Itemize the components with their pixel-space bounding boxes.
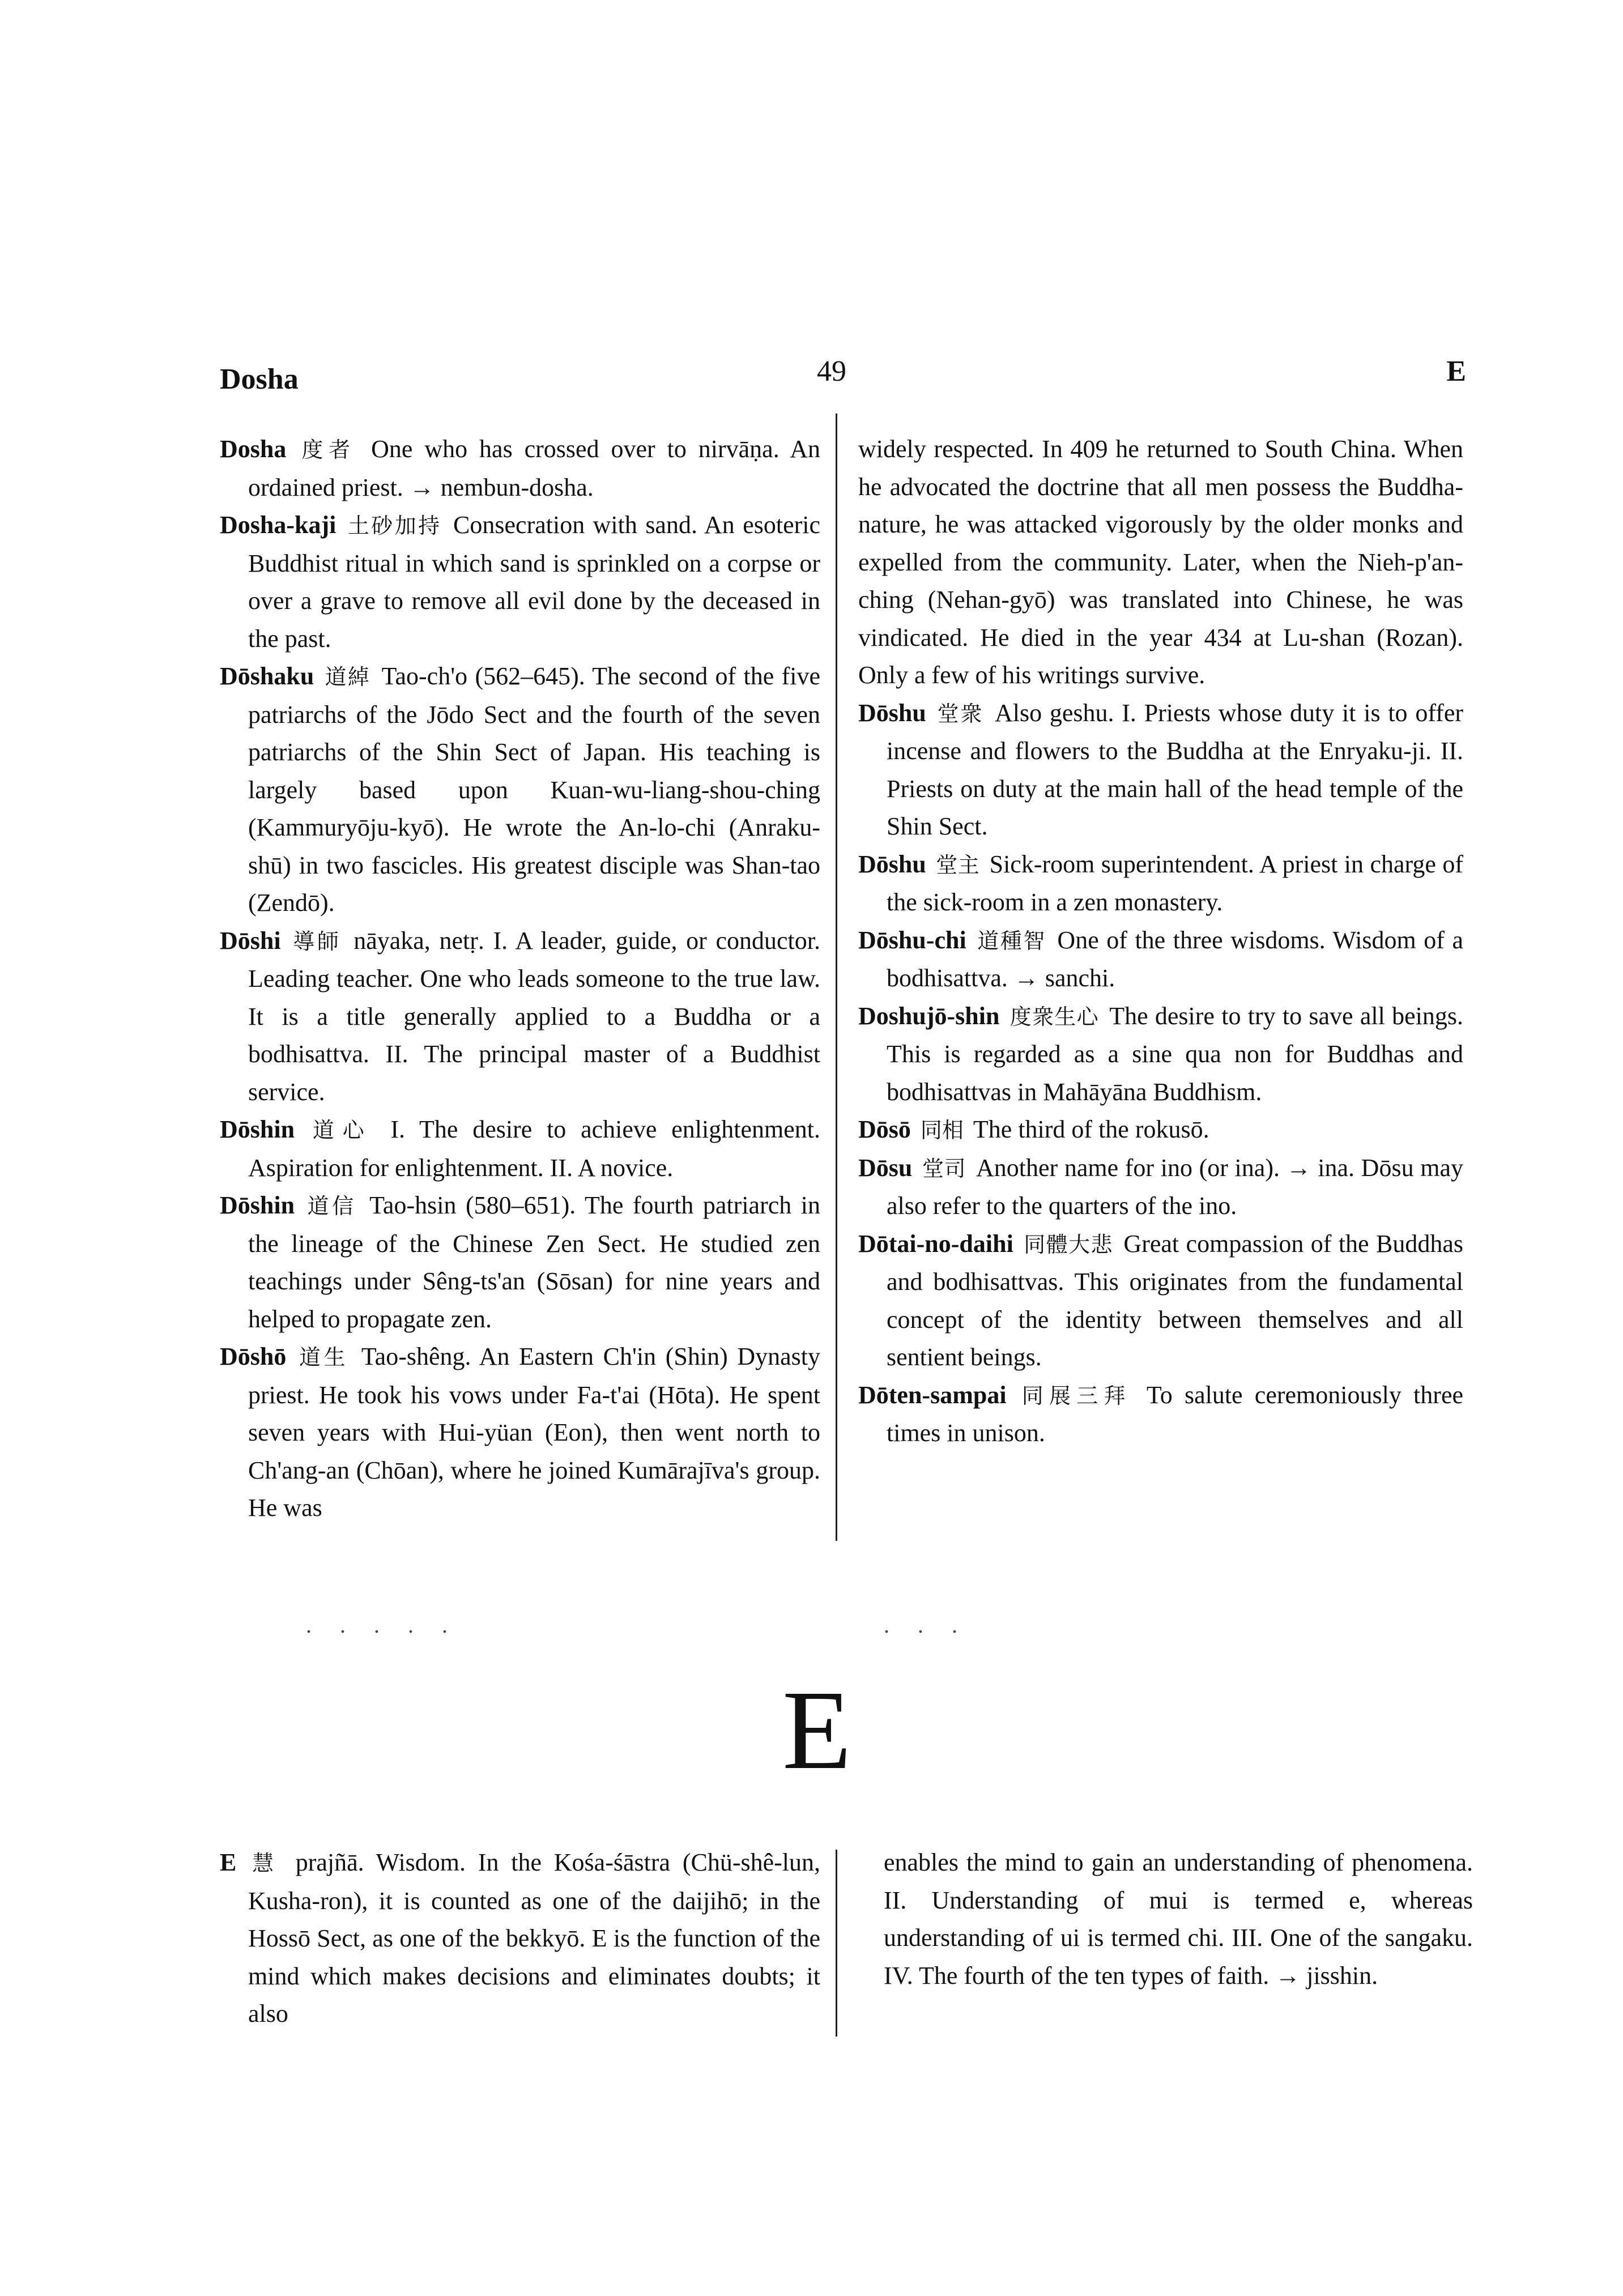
entry-definition: prajñā. Wisdom. In the Kośa-śāstra (Chü-shê-lun, Kusha-ron), it is counted as one of the daijihō; in the Hossō Sect, as one of the bekkyō. E is the function of the mind which makes decisions and eliminates doubts; it also [248, 1848, 821, 2027]
entry-kanji: 同體大悲 [1024, 1232, 1113, 1257]
entry-headword: Dōshin [220, 1191, 295, 1219]
entry-kanji: 堂主 [936, 852, 980, 877]
entry-continuation: widely respected. In 409 he returned to South China. When he advocated the doctrine that all men possess the Buddha-nature, he was attacked vigorously by the older monks and expelled from the community. Later, when the Nieh-p'an-ching (Nehan-gyō) was translated into Chinese, he was vindicated. He died in the year 434 at Lu-shan (Rozan). Only a few of his writings survive. [858, 435, 1463, 689]
entry-headword: Dōshaku [220, 662, 314, 690]
column-divider [836, 414, 837, 1541]
entry-headword: E [220, 1848, 237, 1876]
entry-definition: Also geshu. I. Priests whose duty it is to offer incense and flowers to the Buddha at the Enryaku-ji. II. Priests on duty at the main hall of the head temple of the Shin Sect. [887, 698, 1464, 840]
dictionary-entry [220, 1187, 820, 1338]
dictionary-entry [220, 1338, 820, 1527]
dictionary-entry [858, 1225, 1463, 1377]
entry-definition: Consecration with sand. An esoteric Buddhist ritual in which sand is sprinkled on a corpse or over a grave to remove all evil done by the deceased in the past. [248, 511, 821, 653]
entry-headword: Dōsō [858, 1115, 911, 1143]
entry-headword: Dōshin [220, 1115, 295, 1143]
print-speckles: . . . . . [306, 1612, 459, 1638]
entry-definition: Great compassion of the Buddhas and bodhisattvas. This originates from the fundamental concept of the identity between themselves and all sentient beings. [887, 1229, 1464, 1371]
entry-kanji: 道心 [312, 1118, 373, 1143]
entry-headword: Dōshi [220, 926, 281, 955]
dictionary-entry [858, 695, 1463, 846]
entry-headword: Dōten-sampai [858, 1381, 1007, 1409]
entry-headword: Dōshu [858, 698, 926, 727]
entry-headword: Dosha [220, 435, 287, 463]
entry-definition: The desire to try to save all beings. This is regarded as a sine qua non for Buddhas and bodhisattvas in Mahāyāna Buddhism. [887, 1002, 1464, 1106]
entry-kanji: 同展三拜 [1021, 1383, 1131, 1408]
entry-headword: Doshujō-shin [858, 1002, 1000, 1030]
entry-kanji: 道信 [307, 1194, 357, 1219]
entry-definition: To salute ceremoniously three times in unison. [887, 1381, 1463, 1447]
print-speckles: . . . [884, 1612, 969, 1638]
entry-headword: Dōshō [220, 1343, 287, 1370]
entry-definition: Another name for ino (or ina). → ina. Dōsu may also refer to the quarters of the ino. [887, 1153, 1463, 1220]
entry-definition: One who has crossed over to nirvāṇa. An ordained priest. → nembun-dosha. [248, 435, 820, 501]
entry-kanji: 堂衆 [937, 701, 984, 726]
guide-word-left: Dosha [220, 363, 299, 395]
entry-headword: Dōtai-no-daihi [858, 1229, 1013, 1258]
column-divider [836, 1850, 837, 2037]
dictionary-entry [858, 922, 1463, 998]
entry-definition: Tao-shêng. An Eastern Ch'in (Shin) Dynasty priest. He took his vows under Fa-t'ai (Hōta). He spent seven years with Hui-yüan (Eon), then went north to Ch'ang-an (Chōan), where he joined Kumārajīva's group. He was [248, 1343, 821, 1522]
entry-definition: I. The desire to achieve enlightenment. Aspiration for enlightenment. II. A novice. [248, 1115, 820, 1182]
dictionary-entry [858, 1111, 1463, 1149]
guide-word-right: E [1446, 355, 1466, 387]
entry-definition: Tao-ch'o (562–645). The second of the five patriarchs of the Jōdo Sect and the fourth of the seven patriarchs of the Shin Sect of Japan. His teaching is largely based upon Kuan-wu-liang-shou-ching (Kammuryōju-kyō). He wrote the An-lo-chi (Anraku-shū) in two fascicles. His greatest disciple was Shan-tao (Zendō). [248, 662, 821, 917]
e-section-left-column [220, 1844, 820, 2033]
dictionary-entry [858, 1377, 1463, 1452]
dictionary-entry [858, 846, 1463, 922]
entry-headword: Dōshu-chi [858, 926, 966, 954]
entry-definition: One of the three wisdoms. Wisdom of a bodhisattva. → sanchi. [887, 926, 1464, 992]
entry-definition: The third of the rokusō. [973, 1115, 1209, 1143]
entry-kanji: 同相 [920, 1118, 964, 1143]
dictionary-entry [858, 998, 1463, 1111]
entry-kanji: 度衆生心 [1009, 1004, 1099, 1029]
right-column [858, 431, 1463, 1452]
dictionary-entry [220, 1111, 820, 1187]
dictionary-entry [220, 1844, 820, 2033]
entry-kanji: 道種智 [977, 928, 1046, 953]
entry-definition: nāyaka, netṛ. I. A leader, guide, or conductor. Leading teacher. One who leads someone to the true law. It is a title generally applied to a Buddha or a bodhisattva. II. The principal master of a Buddhist service. [248, 926, 820, 1106]
entry-headword: Dōsu [858, 1153, 913, 1182]
dictionary-entry [220, 922, 820, 1111]
dictionary-entry [858, 1149, 1463, 1225]
e-section-right-column [884, 1844, 1473, 1995]
entry-kanji: 慧 [252, 1851, 280, 1876]
entry-kanji: 導師 [293, 928, 342, 954]
left-column [220, 431, 820, 1527]
dictionary-entry [220, 431, 820, 506]
running-head [220, 355, 1466, 402]
entry-kanji: 道綽 [325, 664, 371, 689]
entry-headword: Dosha-kaji [220, 511, 336, 539]
entry-kanji: 堂司 [922, 1156, 966, 1181]
dictionary-entry [220, 506, 820, 658]
entry-kanji: 土砂加持 [347, 513, 442, 538]
page-number: 49 [817, 355, 846, 387]
entry-kanji: 度者 [301, 437, 356, 462]
entry-continuation: enables the mind to gain an understanding of phenomena. II. Understanding of mui is termed e, whereas understanding of ui is termed chi. III. One of the sangaku. IV. The fourth of the ten types of faith. → jisshin. [884, 1848, 1473, 1990]
entry-headword: Dōshu [858, 850, 926, 878]
section-letter: E [782, 1668, 852, 1793]
entry-definition: Tao-hsin (580–651). The fourth patriarch in the lineage of the Chinese Zen Sect. He studied zen teachings under Sêng-ts'an (Sōsan) for nine years and helped to propagate zen. [248, 1191, 820, 1333]
entry-kanji: 道生 [299, 1345, 349, 1370]
entry-definition: Sick-room superintendent. A priest in charge of the sick-room in a zen monastery. [887, 850, 1463, 916]
dictionary-entry [220, 658, 820, 922]
